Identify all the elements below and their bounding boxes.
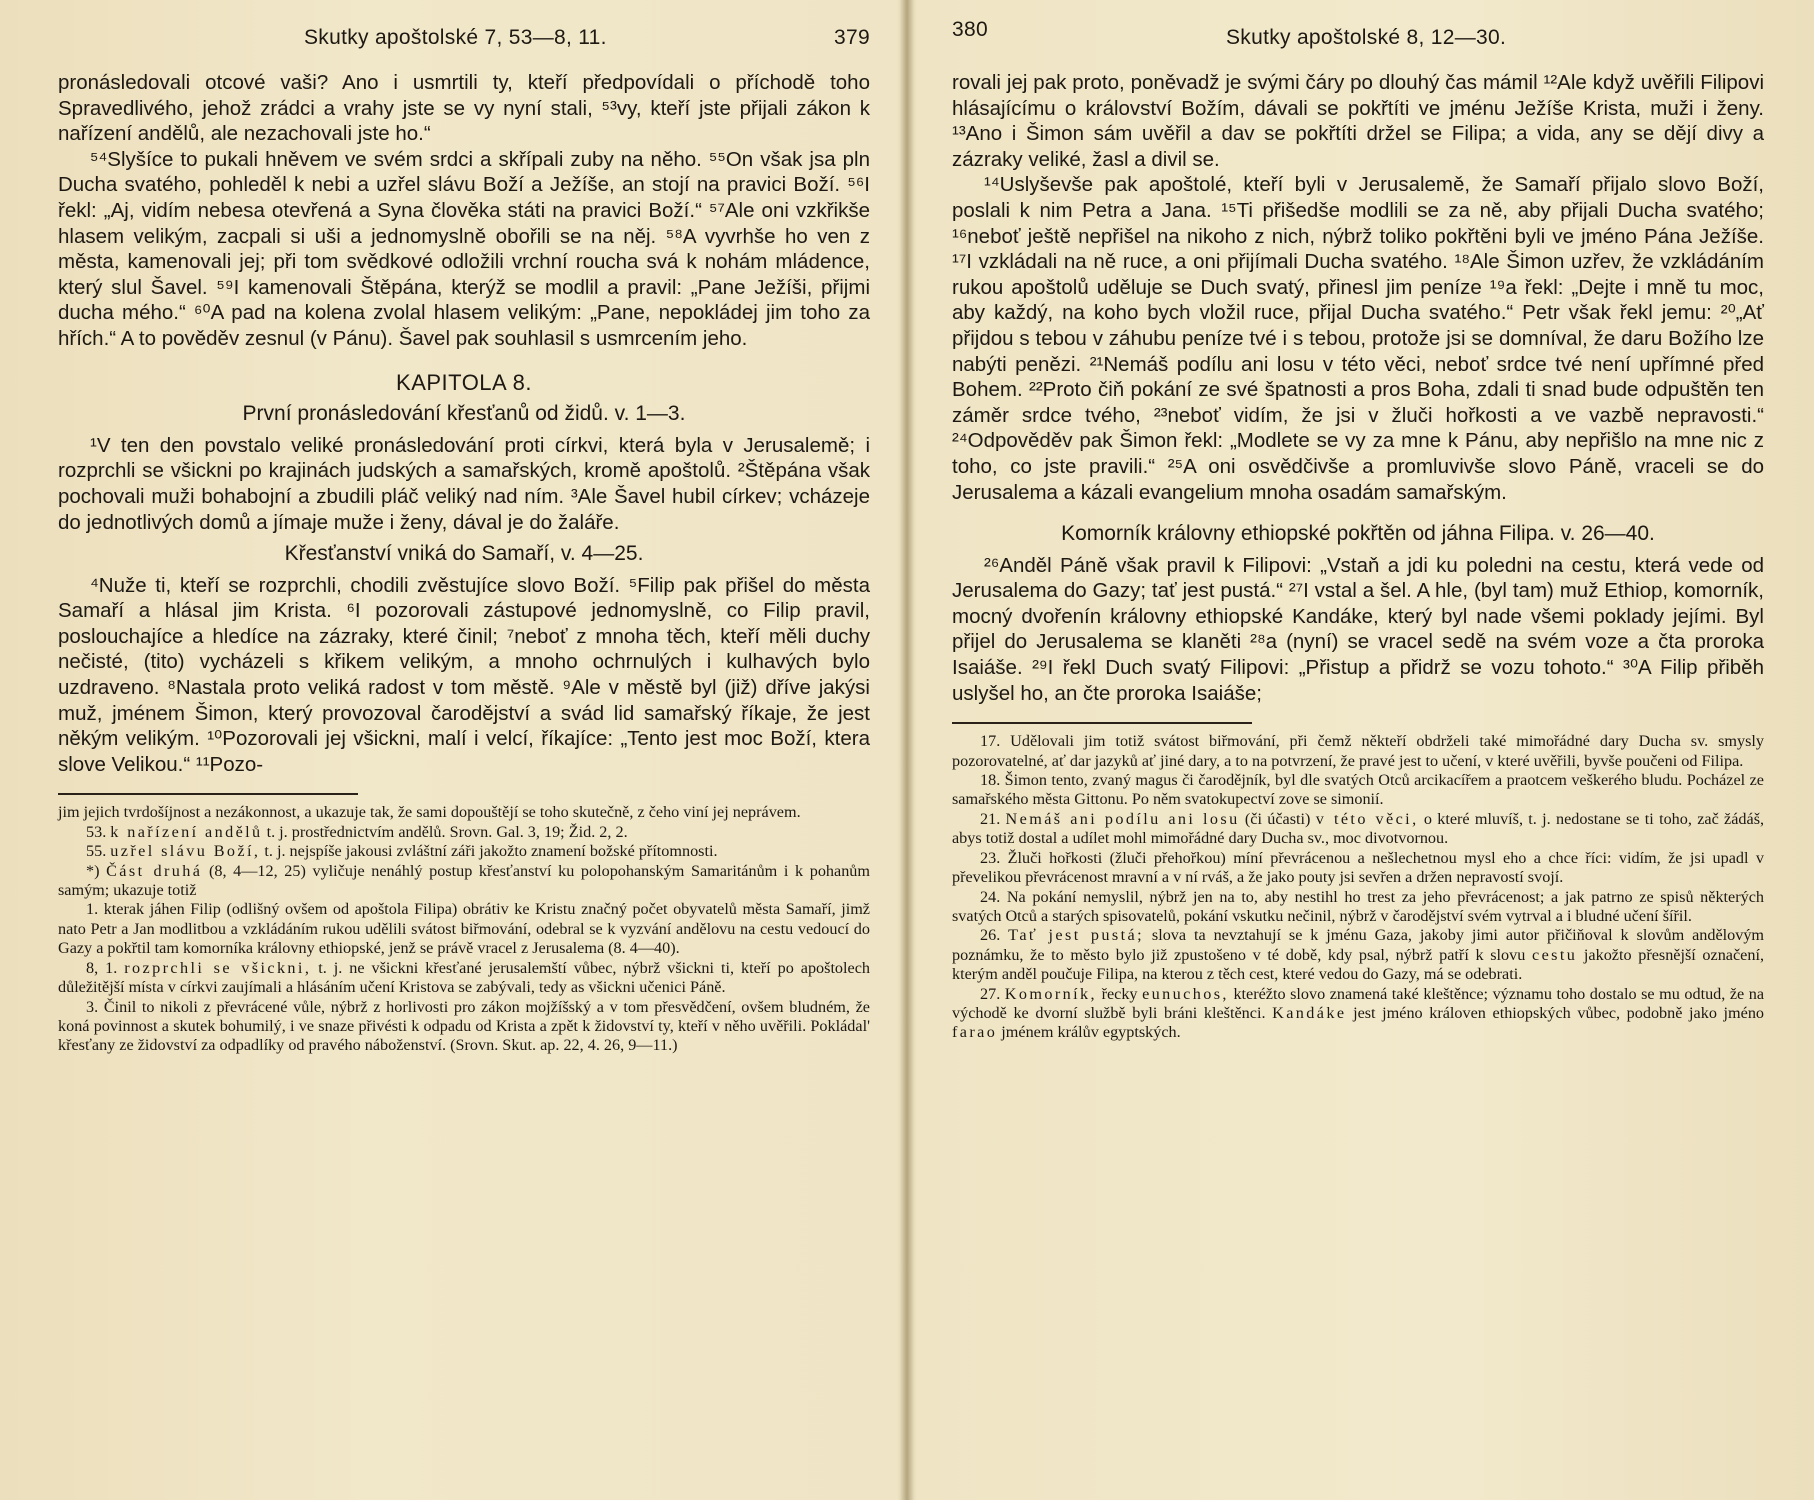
right-page xyxy=(952,0,1764,1500)
footnote: 1. kterak jáhen Filip (odlišný ovšem od apoštola Filipa) obrátiv ke Kristu značný počet obyvatelů města Samaří, jimž nato Petr a Jan modlitbou a vzkládáním rukou udělili svátost biřmování, odebral se k vyzvání andělovu na cestu vedoucí do Gazy a pokřtil tam komorníka královny ethiopské, jenž se právě vracel z Jerusalema (8. 4—40). xyxy=(58,900,870,958)
footnote-text: t. j. prostřednictvím andělů. Srovn. Gal. 3, 19; Žid. 2, 2. xyxy=(266,822,628,841)
book-gutter xyxy=(897,0,917,1500)
section-heading-eunuch: Komorník královny ethiopské pokřtěn od jáhna Filipa. v. 26—40. xyxy=(1061,522,1655,546)
footnote-text: jakožto přesnější označení, kterým anděl poučuje Filipa, na kterou z těch cest, které vedou do Gazy, má se odebrati. xyxy=(952,945,1764,984)
footnote-number: *) xyxy=(86,861,100,880)
footnote: 3. Činil to nikoli z převrácené vůle, nýbrž z horlivosti pro zákon mojžíšský a v tom přesvědčení, ovšem bludném, že koná povinnost a skutek bohumilý, i ve snaze přivésti k odpadu od Krista a zpět k židovství ty, kteří v něho uvěřili. Pokládal' křesťany ze židovství za odpadlíky od pravého náboženství. (Srovn. Skut. ap. 22, 4. 26, 9—11.) xyxy=(58,997,870,1055)
right-main-text xyxy=(952,70,1764,706)
left-footnotes xyxy=(58,803,870,1055)
footnote xyxy=(58,823,870,842)
chapter-heading: KAPITOLA 8. xyxy=(396,369,532,395)
footnote-text: o které mluvíš, t. j. nedostane se ti toho, zač žádáš, abys totiž dostal a udílet mohl mimořádné dary Ducha sv., moc divotvornou. xyxy=(952,809,1765,848)
footnote: jim jejich tvrdošíjnost a nezákonnost, a ukazuje tak, že sami dopouštějí se toho skutečně, z čeho viní jej neprávem. xyxy=(58,803,801,822)
footnote xyxy=(952,810,1764,849)
left-paragraph: ¹V ten den povstalo veliké pronásledování proti církvi, která byla v Jerusalemě; i rozprchli se všickni po krajinách judských a samařských, kromě apoštolů. ²Štěpána však pochovali muži bohabojní a zbudili pláč veliký nad ním. ³Ale Šavel hubil církev; vcházeje do jednotlivých domů a jímaje muže i ženy, dával je do žaláře. xyxy=(58,433,870,534)
footnote-lemma: Kandáke xyxy=(1272,1003,1347,1022)
footnote-lemma: rozprchli se všickni, xyxy=(124,958,312,977)
footnote-lemma: eunuchos, xyxy=(1142,984,1229,1003)
footnote-number: 27. xyxy=(980,984,1001,1003)
footnote-text: slova ta nevztahují se k jménu Gaza, jakoby jimi autor přičiňoval k slovům andělovým poznámku, že to město bylo již zpustošeno v té době, kdy psal, nýbrž patří k slovu xyxy=(952,926,1765,964)
right-footnotes xyxy=(952,732,1764,1043)
footnote-number: 53. xyxy=(86,822,107,841)
footnote-lemma: Tať jest pustá; xyxy=(1008,926,1144,945)
footnote xyxy=(952,926,1764,984)
footnote-lemma: Komorník, xyxy=(1004,984,1097,1003)
left-page-number: 379 xyxy=(834,26,870,49)
left-page xyxy=(58,0,870,1500)
right-paragraph: ¹⁴Uslyševše pak apoštolé, kteří byli v Jerusalemě, že Samaří přijalo slovo Boží, poslali k nim Petra a Jana. ¹⁵Ti přišedše modlili se za ně, aby přijali Ducha svatého; ¹⁶neboť ještě nepřišel na nikoho z nich, nýbrž toliko pokřtěni byli ve jméno Pána Ježíše. ¹⁷I vzkládali na ně ruce, a oni přijímali Ducha svatého. ¹⁸Ale Šimon uzřev, že vzkládáním rukou apoštolů uděluje se Duch svatý, přinesl jim peníze ¹⁹a řekl: „Dejte i mně tu moc, aby každý, na koho bych vložil ruce, přijal Ducha svatého.“ Petr však řekl jemu: ²⁰„Ať přijdou s tebou v záhubu peníze tvé i s tebou, protože jsi se domníval, že daru Božího lze nabýti penězi. ²¹Nemáš podílu ani losu v této věci, neboť srdce tvé není upřímné před Bohem. ²²Proto čiň pokání ze své špatnosti a pros Boha, zdali ti snad bude odpuštěn ten záměr srdce tvého, ²³neboť vidím, že jsi v žluči hořkosti a ve vazbě nepravosti.“ ²⁴Odpověděv pak Šimon řekl: „Modlete se vy za mne k Pánu, aby nepřišlo na mne nic z toho, co jste pravili.“ ²⁵A oni osvědčivše a promluvivše slovo Páně, vraceli se do Jerusalema a kázali evangelium mnoha osadám samařským. xyxy=(952,173,1764,504)
right-paragraph: rovali jej pak proto, poněvadž je svými čáry po dlouhý čas mámil ¹²Ale když uvěřili Filipovi hlásajícímu o království Božím, dávali se pokřtíti ve jménu Ježíše Krista, muži i ženy. ¹³Ano i Šimon sám uvěřil a dav se pokřtíti držel se Filipa; a vida, any se dějí divy a zázraky veliké, žasl a divil se. xyxy=(952,71,1764,171)
footnote-lemma: v této věci, xyxy=(1315,809,1419,828)
left-paragraph: pronásledovali otcové vaši? Ano i usmrtili ty, kteří předpovídali o příchodě toho Spravedlivého, jehož zrádci a vrahy jste se vy nyní stali, ⁵³vy, kteří jste přijali zákon k nařízení andělů, ale nezachovali jste ho.“ xyxy=(58,71,870,146)
left-main-text xyxy=(58,70,870,777)
footnote-text: jest jméno královen ethiopských vůbec, podobně jako jméno xyxy=(1353,1003,1765,1022)
footnote-number: 55. xyxy=(86,842,107,861)
footnote-text: (8, 4—12, 25) vyličuje nenáhlý postup křesťanství ku polopohanským Samaritánům i k pohanům samým; ukazuje totiž xyxy=(58,861,870,900)
left-paragraph: ⁵⁴Slyšíce to pukali hněvem ve svém srdci a skřípali zuby na něho. ⁵⁵On však jsa pln Ducha svatého, pohleděl k nebi a uzřel slávu Boží a Ježíše, an stojí na pravici Boží. ⁵⁶I řekl: „Aj, vidím nebesa otevřená a Syna člověka státi na pravici Boží.“ ⁵⁷Ale oni vzkřikše hlasem velikým, zacpali si uši a jednomyslně obořili se na něj. ⁵⁸A vyvrhše ho ven z města, kamenovali jej; při tom svědkové odložili vrchní roucha svá k nohám mládence, který slul Šavel. ⁵⁹I kamenovali Štěpána, kterýž se modlil a pravil: „Pane Ježíši, přijmi ducha mého.“ ⁶⁰A pad na kolena zvolal hlasem velikým: „Pane, nepokládej jim toho za hřích.“ A to pověděv zesnul (v Pánu). Šavel pak souhlasil s usmrcením jeho. xyxy=(58,147,870,350)
footnote: 17. Udělovali jim totiž svátost biřmování, při čemž někteří obdrželi také mimořádné dary Ducha sv. smysly pozorovatelné, ať dar jazyků ať jiné dary, a to na potvrzení, že pravé jest to učení, v které uvěřili, byvše poučeni od Filipa. xyxy=(952,732,1764,770)
footnote: 18. Šimon tento, zvaný magus či čarodějník, byl dle svatých Otců arcikacířem a praotcem veškerého bludu. Pocházel ze samařského města Gittonu. Po něm svatokupectví zove se simonií. xyxy=(952,771,1764,809)
footnote xyxy=(952,985,1764,1043)
left-page-header xyxy=(58,18,870,58)
section-heading-persecution: První pronásledování křesťanů od židů. v. 1—3. xyxy=(242,402,686,426)
footnote-lemma: uzřel slávu Boží, xyxy=(110,842,261,861)
section-heading-samaria: Křesťanství vniká do Samaří, v. 4—25. xyxy=(284,542,644,566)
footnote-number: 21. xyxy=(980,809,1001,828)
left-paragraph: ⁴Nuže ti, kteří se rozprchli, chodili zvěstujíce slovo Boží. ⁵Filip pak přišel do města Samaří a hlásal jim Krista. ⁶I pozorovali zástupové jednomyslně, co Filip pravil, poslouchajíce a hledíce na zázraky, které činil; ⁷neboť z mnoha těch, kteří měli duchy nečisté, (tito) vycházeli s křikem velikým, a mnoho ochrnulých i kulhavých bylo uzdraveno. ⁸Nastala proto veliká radost v tom městě. ⁹Ale v městě byl (již) dříve jakýsi muž, jménem Šimon, který provozoval čarodějství a svád lid samařský říkaje, že jest někým velikým. ¹⁰Pozorovali jej všickni, malí i velcí, říkajíce: „Tento jest moc Boží, ktera slove Velikou.“ ¹¹Pozo- xyxy=(58,573,870,776)
footnote-text: t. j. ne všickni křesťané jerusalemští vůbec, nýbrž všickni ti, kteří po apoštolech důležitější místa v církvi zaujímali a hlásáním učení Kristova se zabývali, tedy as všickni učenici Páně. xyxy=(58,958,870,997)
footnote-text: řecky xyxy=(1101,984,1138,1003)
footnote-text: jménem králův egyptských. xyxy=(1001,1023,1181,1042)
footnote xyxy=(58,862,870,901)
footnote-number: 26. xyxy=(980,926,1001,945)
footnote: 23. Žluči hořkosti (žluči přehořkou) míní převrácenou a nešlechetnou mysl eho a chce říci: vidím, že jsi upadl v převelikou převrácenost mravní a v ní rváš, a že jako pouty jsi sevřen a držen nepravostí svojí. xyxy=(952,848,1764,887)
footnote-lemma: k nařízení andělů xyxy=(110,822,263,841)
footnote xyxy=(58,959,870,998)
footnote-rule xyxy=(952,722,1252,724)
right-page-number: 380 xyxy=(952,18,988,41)
right-running-title: Skutky apoštolské 8, 12—30. xyxy=(1226,26,1507,49)
left-running-title: Skutky apoštolské 7, 53—8, 11. xyxy=(304,26,607,49)
footnote-text: kteréžto slovo znamená také kleštěnce; významu toho dostalo se mu odtud, že na východě ke dvorní službě byli bráni kleštěnci. xyxy=(952,984,1765,1022)
footnote-lemma: farao xyxy=(952,1023,998,1042)
footnote-number: 8, 1. xyxy=(86,958,118,977)
footnote-rule xyxy=(58,793,358,795)
footnote xyxy=(58,842,870,861)
footnote-text: (či účasti) xyxy=(1244,809,1311,828)
footnote-lemma: cestu xyxy=(1531,945,1578,964)
footnote-lemma: Část druhá xyxy=(106,861,203,880)
footnote-text: t. j. nejspíše jakousi zvláštní záři jakožto znamení božské přítomnosti. xyxy=(264,842,718,861)
right-paragraph: ²⁶Anděl Páně však pravil k Filipovi: „Vstaň a jdi ku poledni na cestu, která vede od Jerusalema do Gazy; tať jest pustá.“ ²⁷I vstal a šel. A hle, (byl tam) muž Ethiop, komorník, mocný dvořenín královny ethiopské Kandáke, který byl nade všemi poklady jejími. Byl přijel do Jerusalema se klaněti ²⁸a (nyní) se vracel sedě na svém voze a čta proroka Isaiáše. ²⁹I řekl Duch svatý Filipovi: „Přistup a přidrž se vozu tohoto.“ ³⁰A Filip přiběh uslyšel ho, an čte proroka Isaiáše; xyxy=(952,553,1764,705)
right-page-header xyxy=(952,18,1764,58)
footnote: 24. Na pokání nemyslil, nýbrž jen na to, aby nestihl ho trest za jeho převrácenost; a jak patrno ze spisů některých svatých Otců a starých spisovatelů, pokání vskutku nečinil, nýbrž v čarodějství svém vytrval a i bludné učení šířil. xyxy=(952,887,1764,925)
footnote-lemma: Nemáš ani podílu ani losu xyxy=(1005,809,1240,828)
